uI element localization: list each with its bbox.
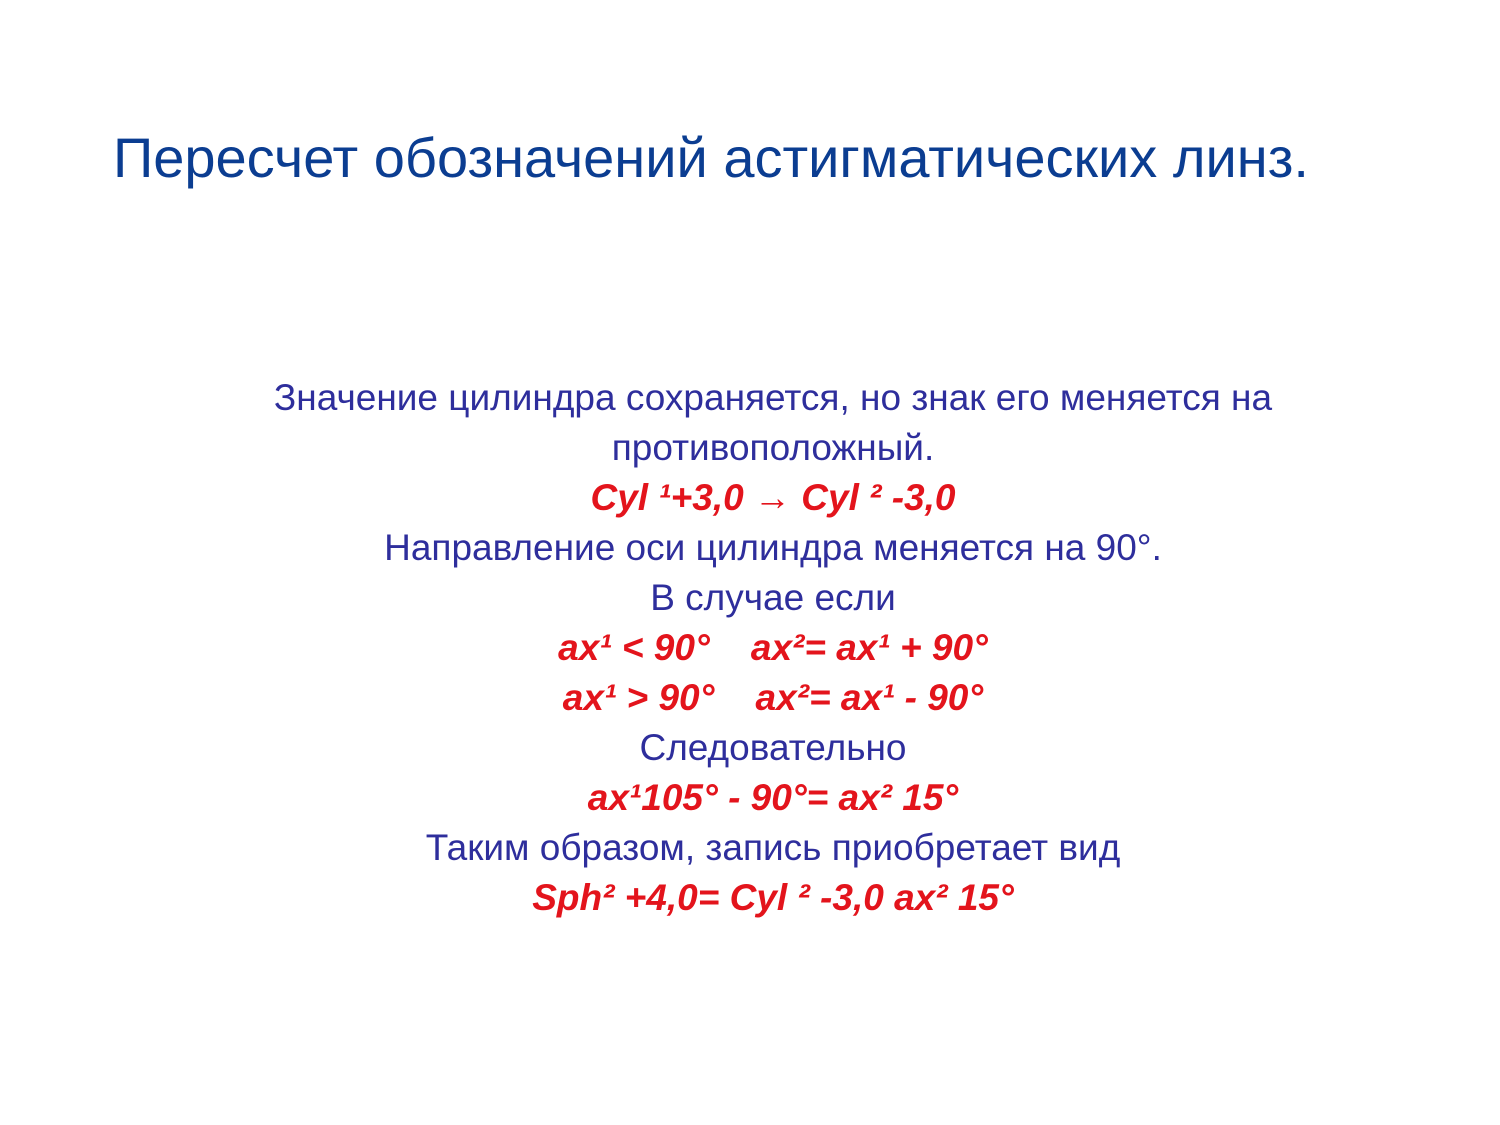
formula-axis-less-than-90: ax¹ < 90° ax²= ax¹ + 90° (558, 627, 988, 668)
slide-title: Пересчет обозначений астигматических линз. (113, 126, 1309, 189)
slide-body (150, 373, 1396, 923)
body-line-thus: Таким образом, запись приобретает вид (425, 827, 1121, 868)
formula-cyl-conversion: Cyl ¹+3,0 → Cyl ² -3,0 (590, 477, 956, 518)
body-line-cylinder-value: Значение цилиндра сохраняется, но знак его меняется на (273, 377, 1273, 418)
formula-axis-greater-than-90: ax¹ > 90° ax²= ax¹ - 90° (562, 677, 984, 718)
body-line-axis-direction: Направление оси цилиндра меняется на 90°. (384, 527, 1162, 568)
formula-final-record: Sph² +4,0= Cyl ² -3,0 ax² 15° (532, 877, 1014, 918)
body-line-opposite: противоположный. (611, 427, 935, 468)
body-line-therefore: Следовательно (639, 727, 907, 768)
formula-axis-example: ax¹105° - 90°= ax² 15° (587, 777, 959, 818)
body-line-in-case: В случае если (650, 577, 896, 618)
